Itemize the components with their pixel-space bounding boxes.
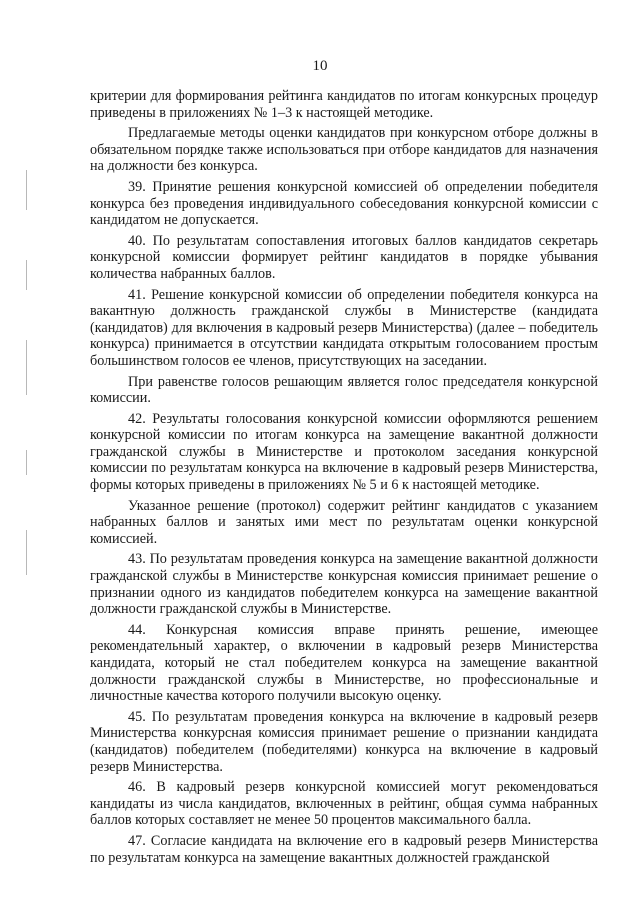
page-number: 10 [312,58,328,74]
paragraph-40: 40. По результатам сопоставления итоговых баллов кандидатов секретарь конкурсной комиссии формирует рейтинг кандидатов в порядке убывания количества набранных баллов. [90,232,598,282]
paragraph-tie-vote: При равенстве голосов решающим является голос председателя конкурсной комиссии. [90,373,598,407]
document-body [90,88,598,866]
paragraph-45: 45. По результатам проведения конкурса на включение в кадровый резерв Министерства конкурсная комиссия принимает решение о признании кандидата (кандидатов) победителем (победителями) конкурса на включение в кадровый резерв Министерства. [90,708,598,775]
paragraph-continuation: критерии для формирования рейтинга кандидатов по итогам конкурсных процедур приведены в приложениях № 1–3 к настоящей методике. [90,88,598,121]
paragraph-42: 42. Результаты голосования конкурсной комиссии оформляются решением конкурсной комиссии по итогам конкурса на замещение вакантной должности гражданской службы в Министерстве и протоколом заседания конкурсной комиссии по результатам конкурса на включение в кадровый резерв Министерства, формы которых приведены в приложениях № 5 и 6 к настоящей методике. [90,410,598,494]
paragraph-protocol: Указанное решение (протокол) содержит рейтинг кандидатов с указанием набранных баллов и занятых ими мест по результатам оценки конкурсной комиссией. [90,497,598,547]
margin-scan-marks [24,150,30,650]
paragraph-44: 44. Конкурсная комиссия вправе принять решение, имеющее рекомендательный характер, о включении в кадровый резерв Министерства кандидата, который не стал победителем конкурса на замещение вакантной должности гражданской службы в Министерстве, но профессиональные и личностные качества которого получили высокую оценку. [90,621,598,705]
paragraph-43: 43. По результатам проведения конкурса на замещение вакантной должности гражданской службы в Министерстве конкурсная комиссия принимает решение о признании одного из кандидатов победителем конкурса на замещение вакантной должности гражданской службы в Министерстве. [90,551,598,618]
paragraph-39: 39. Принятие решения конкурсной комиссией об определении победителя конкурса без проведения индивидуального собеседования конкурсной комиссии с кандидатом не допускается. [90,178,598,229]
paragraph-46: 46. В кадровый резерв конкурсной комиссией могут рекомендоваться кандидаты из числа кандидатов, включенных в рейтинг, общая сумма набранных баллов которых составляет не менее 50 процентов максимального балла. [90,779,598,829]
paragraph-41: 41. Решение конкурсной комиссии об определении победителя конкурса на вакантную должность гражданской службы в Министерстве (кандидата (кандидатов) для включения в кадровый резерв Министерства) (далее – победитель конкурса) принимается в отсутствии кандидата открытым голосованием простым большинством голосов ее членов, присутствующих на заседании. [90,286,598,369]
paragraph-47: 47. Согласие кандидата на включение его в кадровый резерв Министерства по результатам конкурса на замещение вакантных должностей гражданской [90,832,598,866]
paragraph-methods: Предлагаемые методы оценки кандидатов при конкурсном отборе должны в обязательном порядке также использоваться при отборе кандидатов для назначения на должности без конкурса. [90,125,598,175]
